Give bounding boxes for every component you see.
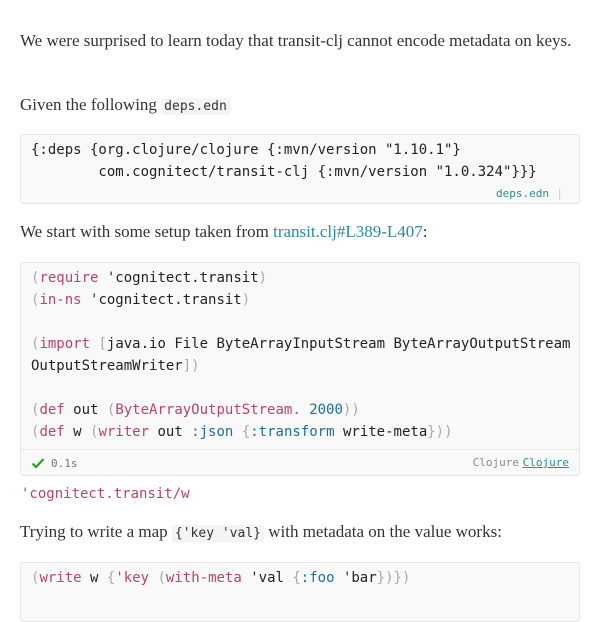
language-link[interactable]: Clojure — [522, 456, 569, 469]
setup-code-block[interactable] — [20, 262, 580, 476]
setup-line-require: (require 'cognitect.transit) — [31, 270, 268, 286]
setup-line-def-out: (def out (ByteArrayOutputStream. 2000)) — [31, 402, 360, 418]
setup-line-import: (import [java.io File ByteArrayInputStream ByteArrayOutputStream — [31, 336, 571, 352]
check-icon — [31, 455, 47, 471]
deps-code-block — [20, 134, 580, 204]
deps-separator: | — [556, 187, 563, 200]
setup-line-in-ns: (in-ns 'cognitect.transit) — [31, 292, 251, 308]
given-paragraph: Given the following deps.edn — [20, 93, 580, 119]
eval-time: 0.1s — [51, 457, 78, 470]
inline-code-deps: deps.edn — [161, 98, 230, 115]
deps-code-line-2: com.cognitect/transit-clj {:mvn/version "1.0.324"}}} — [31, 164, 537, 180]
source-link[interactable]: transit.clj#L389-L407 — [273, 222, 423, 241]
intro-paragraph: We were surprised to learn today that transit-clj cannot encode metadata on keys. — [20, 31, 572, 50]
code-block-divider — [21, 449, 579, 450]
eval-result: 'cognitect.transit/w — [21, 486, 190, 502]
write-code-line: (write w {'key (with-meta 'val {:foo 'bar})}) — [31, 570, 411, 586]
inline-code-map: {'key 'val} — [172, 525, 264, 542]
write-map-paragraph: Trying to write a map {'key 'val} with metadata on the value works: — [20, 522, 502, 541]
setup-line-import-cont: OutputStreamWriter]) — [31, 358, 200, 374]
setup-line-def-w: (def w (writer out :json {:transform write-meta})) — [31, 424, 453, 440]
deps-code-line-1: {:deps {org.clojure/clojure {:mvn/version "1.10.1"} — [31, 142, 461, 158]
write-code-block[interactable] — [20, 562, 580, 622]
language-label: Clojure — [472, 456, 519, 469]
deps-filename-link[interactable]: deps.edn — [496, 187, 549, 200]
setup-paragraph: We start with some setup taken from transit.clj#L389-L407: — [20, 222, 428, 241]
